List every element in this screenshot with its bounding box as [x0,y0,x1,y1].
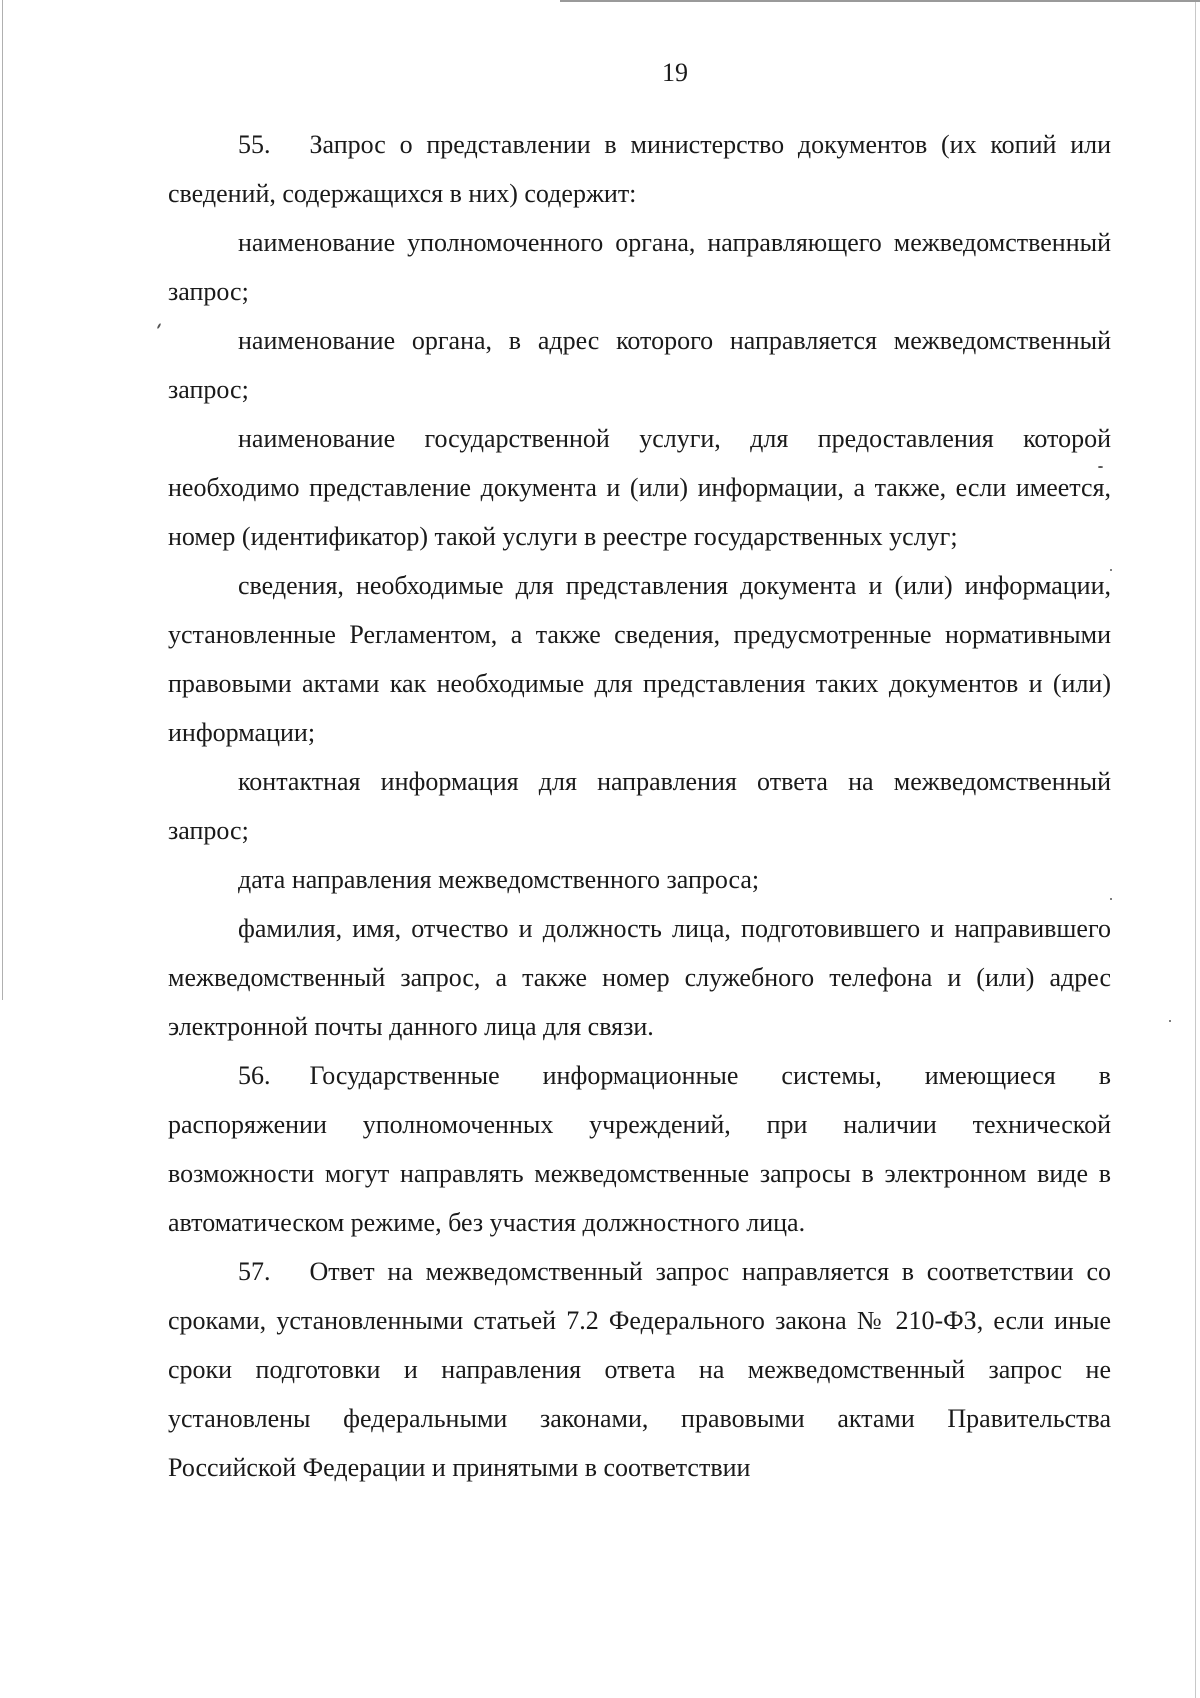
paragraph-text: наименование органа, в адрес которого направляется межведомственный запрос; [168,326,1111,404]
paragraph-number: 57. [238,1257,271,1286]
paragraph [168,904,1111,1051]
paragraph-text: Государственные информационные системы, имеющиеся в распоряжении уполномоченных учреждений, при наличии технической возможности могут направлять межведомственные запросы в электронном виде в автоматическом режиме, без участия должностного лица. [168,1061,1111,1237]
scan-speck [1169,1020,1171,1022]
scan-speck [157,323,162,329]
paragraph-text: наименование государственной услуги, для предоставления которой необходимо представление документа и (или) информации, а также, если имеется, номер (идентификатор) такой услуги в реестре государственных услуг; [168,424,1111,551]
paragraph [168,855,1111,904]
scan-speck [1110,898,1112,900]
numbered-paragraph [168,1051,1111,1247]
document-body [168,120,1111,1492]
paragraph [168,757,1111,855]
paragraph [168,316,1111,414]
paragraph-text: сведения, необходимые для представления документа и (или) информации, установленные Регламентом, а также сведения, предусмотренные нормативными правовыми актами как необходимые для представления таких документов и (или) информации; [168,571,1111,747]
scan-edge-left [2,0,3,1000]
paragraph-number: 55. [238,130,271,159]
paragraph-text: дата направления межведомственного запроса; [238,865,760,894]
scan-speck [1110,569,1112,571]
paragraph [168,561,1111,757]
numbered-paragraph [168,120,1111,218]
paragraph-text: фамилия, имя, отчество и должность лица, подготовившего и направившего межведомственный запрос, а также номер служебного телефона и (или) адрес электронной почты данного лица для связи. [168,914,1111,1041]
numbered-paragraph [168,1247,1111,1492]
paragraph-text: наименование уполномоченного органа, направляющего межведомственный запрос; [168,228,1111,306]
scan-edge-right [1195,0,1196,1698]
paragraph-text: Запрос о представлении в министерство документов (их копий или сведений, содержащихся в них) содержит: [168,130,1111,208]
page-number: 19 [662,58,688,87]
paragraph-text: Ответ на межведомственный запрос направляется в соответствии со сроками, установленными статьей 7.2 Федерального закона № 210-ФЗ, если иные сроки подготовки и направления ответа на межведомственный запрос не установлены федеральными законами, правовыми актами Правительства Российской Федерации и принятыми в соответствии [168,1257,1111,1482]
scan-speck [1098,466,1103,468]
paragraph [168,218,1111,316]
paragraph [168,414,1111,561]
scan-edge-top [560,0,1200,2]
paragraph-text: контактная информация для направления ответа на межведомственный запрос; [168,767,1111,845]
paragraph-number: 56. [238,1061,271,1090]
